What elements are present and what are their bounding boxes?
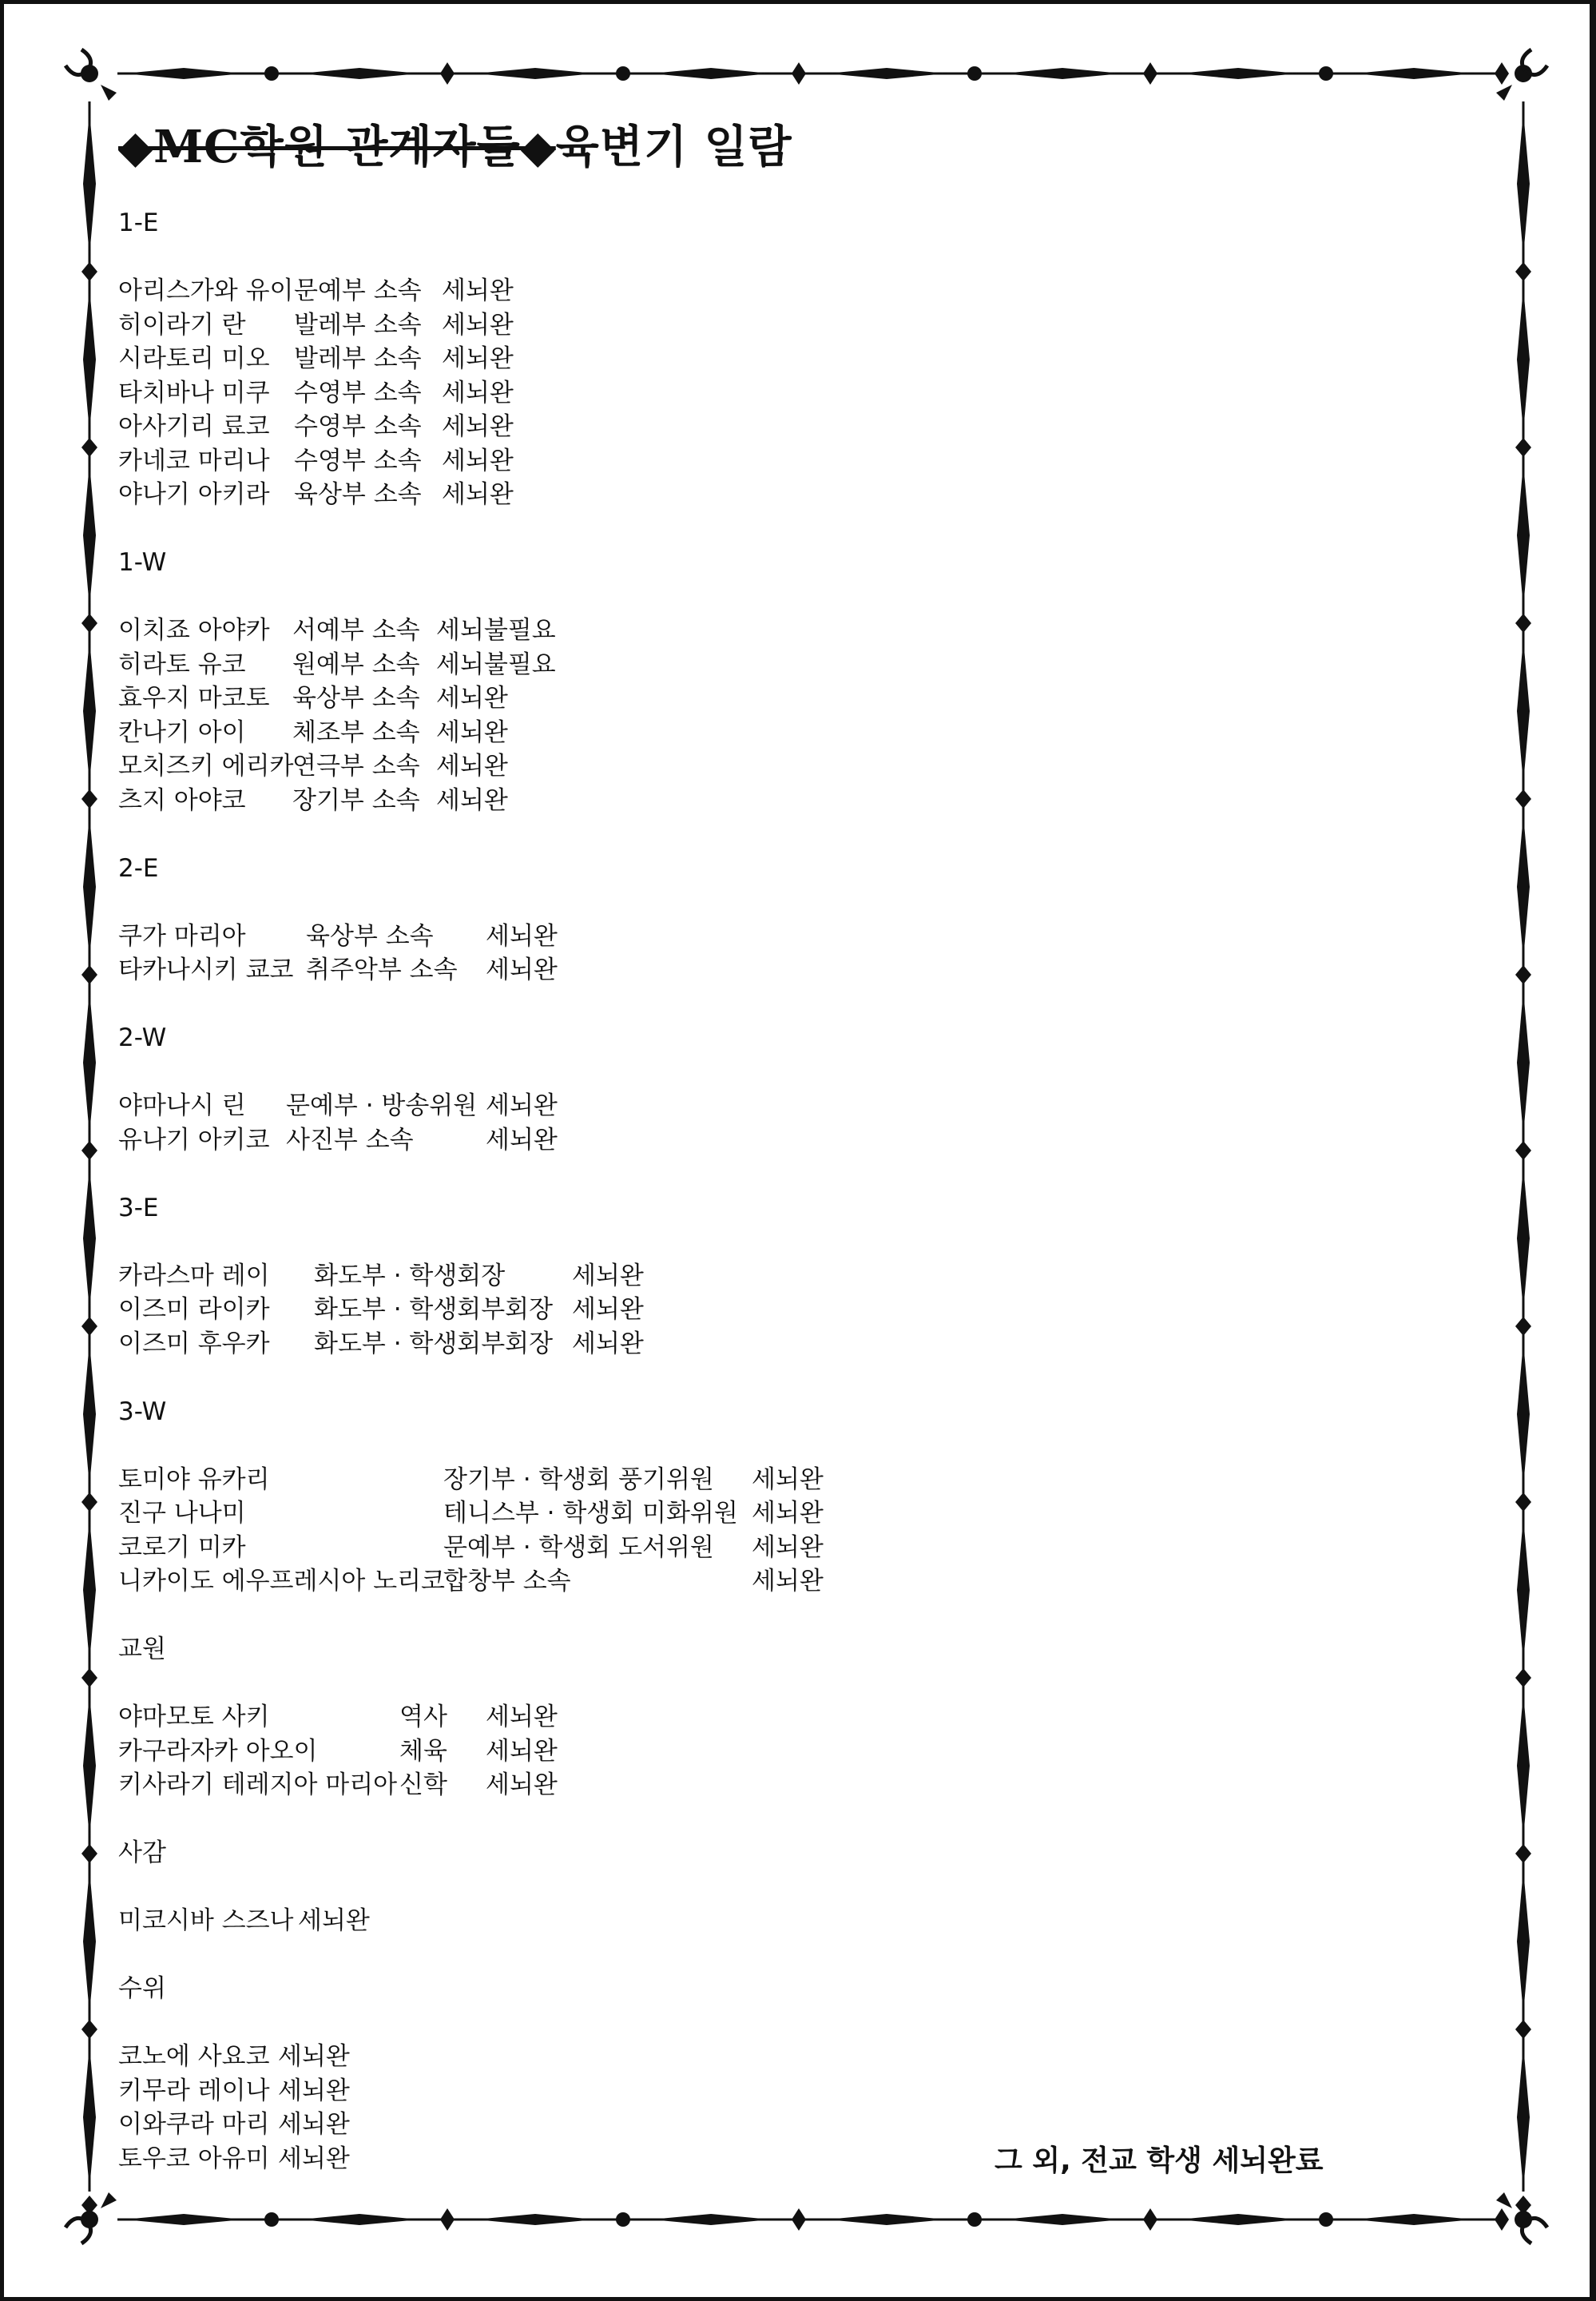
member-name: 진구 나나미 <box>118 1499 246 1528</box>
roster-row <box>118 1904 370 1938</box>
status: 세뇌완 <box>436 785 508 815</box>
roster-row <box>118 308 514 343</box>
roster-row <box>118 648 556 682</box>
frame-diamond <box>81 1844 97 1863</box>
status: 세뇌완 <box>278 2076 350 2105</box>
spacer <box>118 1667 166 1701</box>
status: 세뇌완 <box>572 1329 644 1358</box>
spacer <box>118 1429 166 1463</box>
spacer <box>118 580 166 614</box>
title-school-part: ◆MC학원 관계자들◆ <box>118 121 556 173</box>
corner-ornament <box>101 85 117 101</box>
frame-diamond <box>440 62 455 85</box>
roster-row <box>118 749 508 784</box>
roster-row <box>118 2040 350 2074</box>
frame-spindle <box>1517 2045 1530 2189</box>
club-affiliation: 서예부 소속 <box>292 616 420 645</box>
frame-spindle <box>475 68 595 79</box>
club-affiliation: 화도부 · 학생회부회장 <box>314 1329 554 1358</box>
status: 세뇌불필요 <box>436 650 556 679</box>
section-heading: 1-W <box>118 548 167 577</box>
status: 세뇌완 <box>442 310 514 340</box>
status: 세뇌완 <box>278 2042 350 2071</box>
roster-row <box>118 1496 824 1531</box>
roster-row <box>118 1327 644 1361</box>
frame-bead <box>616 66 630 81</box>
frame-spindle <box>1517 639 1530 783</box>
frame-diamond <box>81 1492 97 1512</box>
frame-diamond <box>81 438 97 457</box>
status: 세뇌완 <box>486 921 558 951</box>
spacer <box>118 512 166 546</box>
frame-bead <box>616 2212 630 2227</box>
frame-spindle <box>651 68 771 79</box>
frame-spindle <box>1517 463 1530 607</box>
frame-diamond <box>1515 438 1531 457</box>
club-affiliation: 합창부 소속 <box>443 1567 571 1596</box>
frame-spindle <box>83 288 96 431</box>
frame-spindle <box>1517 815 1530 959</box>
member-name: 이치죠 아야카 <box>118 616 270 645</box>
frame-diamond <box>81 789 97 809</box>
member-name: 이와쿠라 마리 <box>118 2110 270 2139</box>
status: 세뇌완 <box>436 717 508 747</box>
section-heading: 사감 <box>118 1838 166 1867</box>
roster-row <box>118 1700 558 1735</box>
spacer <box>118 817 166 852</box>
member-name: 토우코 아유미 <box>118 2144 270 2173</box>
status: 세뇌완 <box>752 1567 824 1596</box>
club-affiliation: 육상부 소속 <box>306 921 434 951</box>
status: 세뇌완 <box>442 378 514 407</box>
member-name: 코로기 미카 <box>118 1532 246 1562</box>
roster-row <box>118 716 508 750</box>
spacer <box>118 1802 166 1837</box>
frame-diamond <box>1495 2208 1509 2231</box>
frame-spindle <box>1178 68 1298 79</box>
section-heading: 3-W <box>118 1397 167 1426</box>
spacer <box>118 1225 166 1259</box>
frame-bead <box>264 66 279 81</box>
roster-row <box>118 2142 350 2176</box>
status: 세뇌완 <box>436 684 508 713</box>
status: 세뇌완 <box>486 1125 558 1154</box>
frame-bead <box>1319 66 1333 81</box>
frame-spindle <box>83 1166 96 1310</box>
frame-diamond <box>1143 62 1157 85</box>
frame-spindle <box>83 815 96 959</box>
member-name: 타치바나 미쿠 <box>118 378 270 407</box>
spacer <box>118 1938 166 1973</box>
spacer <box>118 240 166 275</box>
section-heading: 2-W <box>118 1023 167 1052</box>
frame-diamond <box>1515 1668 1531 1687</box>
frame-spindle <box>1517 112 1530 256</box>
roster-row <box>118 1531 824 1565</box>
frame-diamond <box>440 2208 455 2231</box>
frame-diamond <box>792 62 806 85</box>
status: 세뇌완 <box>572 1261 644 1290</box>
roster-row <box>118 376 514 411</box>
status: 세뇌완 <box>572 1295 644 1324</box>
frame-spindle <box>1002 2214 1122 2225</box>
roster-list <box>118 206 824 2176</box>
club-affiliation: 수영부 소속 <box>294 378 422 407</box>
frame-spindle <box>83 1694 96 1838</box>
frame-spindle <box>124 2214 244 2225</box>
frame-spindle <box>651 2214 771 2225</box>
roster-row <box>118 614 556 648</box>
spacer <box>118 1157 166 1191</box>
frame-spindle <box>83 991 96 1135</box>
frame-diamond <box>81 1317 97 1336</box>
member-name: 카네코 마리나 <box>118 446 270 475</box>
frame-diamond <box>1515 1317 1531 1336</box>
section-heading: 교원 <box>118 1635 166 1663</box>
roster-row <box>118 682 508 716</box>
roster-row <box>118 410 514 444</box>
spacer <box>118 2006 166 2041</box>
club-affiliation: 장기부 소속 <box>292 785 420 815</box>
frame-bead <box>264 2212 279 2227</box>
section-heading: 1-E <box>118 209 159 237</box>
member-name: 히이라기 란 <box>118 310 246 340</box>
member-name: 키무라 레이나 <box>118 2076 270 2105</box>
spacer <box>118 1599 166 1633</box>
status: 세뇌완 <box>442 446 514 475</box>
status: 세뇌완 <box>278 2144 350 2173</box>
member-name: 모치즈키 에리카 <box>118 752 294 781</box>
club-affiliation: 장기부 · 학생회 풍기위원 <box>443 1464 714 1494</box>
frame-diamond <box>81 1141 97 1160</box>
member-name: 유나기 아키코 <box>118 1125 270 1154</box>
member-name: 야나기 아키라 <box>118 480 270 509</box>
frame-spindle <box>827 2214 947 2225</box>
frame-spindle <box>1517 1694 1530 1838</box>
corner-ornament <box>1496 2192 1512 2208</box>
frame-diamond <box>1515 614 1531 633</box>
status: 세뇌완 <box>486 956 558 984</box>
member-name: 토미야 유카리 <box>118 1464 270 1494</box>
club-affiliation: 테니스부 · 학생회 미화위원 <box>443 1499 738 1528</box>
frame-diamond <box>1515 789 1531 809</box>
section-heading: 수위 <box>118 1974 166 2003</box>
club-affiliation: 취주악부 소속 <box>306 956 458 984</box>
member-name: 히라토 유코 <box>118 650 246 679</box>
club-affiliation: 수영부 소속 <box>294 412 422 441</box>
frame-spindle <box>83 1342 96 1486</box>
frame-spindle <box>83 1518 96 1662</box>
frame-diamond <box>1515 2020 1531 2039</box>
member-name: 효우지 마코토 <box>118 684 270 713</box>
frame-spindle <box>83 639 96 783</box>
roster-row <box>118 342 514 376</box>
club-affiliation: 체육 <box>399 1736 447 1766</box>
roster-row <box>118 2108 350 2142</box>
frame-diamond <box>1495 62 1509 85</box>
frame-spindle <box>124 68 244 79</box>
club-affiliation: 발레부 소속 <box>294 310 422 340</box>
roster-row <box>118 1089 558 1123</box>
member-name: 이즈미 라이카 <box>118 1295 270 1324</box>
spacer <box>118 1361 166 1395</box>
member-name: 카라스마 레이 <box>118 1261 270 1290</box>
status: 세뇌완 <box>486 1770 558 1799</box>
frame-spindle <box>83 1870 96 2013</box>
frame-spindle <box>1354 2214 1474 2225</box>
club-affiliation: 화도부 · 학생회장 <box>314 1261 506 1290</box>
frame-spindle <box>83 2045 96 2189</box>
section-heading: 2-E <box>118 853 159 883</box>
frame-spindle <box>1354 68 1474 79</box>
status: 세뇌불필요 <box>436 616 556 645</box>
status: 세뇌완 <box>298 1906 370 1935</box>
member-name: 미코시바 스즈나 <box>118 1906 294 1935</box>
roster-row <box>118 1293 644 1327</box>
frame-spindle <box>1178 2214 1298 2225</box>
frame-spindle <box>1517 1518 1530 1662</box>
frame-diamond <box>81 614 97 633</box>
club-affiliation: 문예부 · 학생회 도서위원 <box>443 1532 714 1562</box>
member-name: 야마모토 사키 <box>118 1703 270 1731</box>
roster-row <box>118 1123 558 1158</box>
frame-diamond <box>81 965 97 984</box>
status: 세뇌완 <box>486 1091 558 1120</box>
status: 세뇌완 <box>752 1464 824 1494</box>
frame-spindle <box>1002 68 1122 79</box>
corner-ornament <box>101 2192 117 2208</box>
frame-spindle <box>83 463 96 607</box>
status: 세뇌완 <box>486 1703 558 1731</box>
roster-row <box>118 444 514 479</box>
frame-diamond <box>1515 1844 1531 1863</box>
status: 세뇌완 <box>752 1499 824 1528</box>
footer-note: 그 외, 전교 학생 세뇌완료 <box>995 2144 1324 2177</box>
roster-row <box>118 784 508 818</box>
corner-ornament <box>1496 85 1512 101</box>
frame-diamond <box>1143 2208 1157 2231</box>
frame-spindle <box>475 2214 595 2225</box>
roster-row <box>118 1735 558 1769</box>
member-name: 타카나시키 쿄코 <box>118 956 294 984</box>
frame-diamond <box>1515 262 1531 281</box>
title-list-part: 육변기 일람 <box>555 121 792 173</box>
member-name: 이즈미 후우카 <box>118 1329 270 1358</box>
member-name: 아리스가와 유이 <box>118 276 294 305</box>
frame-diamond <box>1515 1492 1531 1512</box>
club-affiliation: 체조부 소속 <box>292 717 420 747</box>
roster-row <box>118 1564 824 1599</box>
spacer <box>118 885 166 920</box>
roster-row <box>118 1463 824 1497</box>
roster-row <box>118 920 558 954</box>
roster-row <box>118 953 558 988</box>
frame-spindle <box>300 2214 419 2225</box>
club-affiliation: 발레부 소속 <box>294 344 422 373</box>
member-name: 칸나기 아이 <box>118 717 246 747</box>
frame-spindle <box>300 68 419 79</box>
frame-diamond <box>81 262 97 281</box>
club-affiliation: 사진부 소속 <box>286 1125 414 1154</box>
frame-spindle <box>1517 1342 1530 1486</box>
member-name: 아사기리 료코 <box>118 412 270 441</box>
status: 세뇌완 <box>442 344 514 373</box>
status: 세뇌완 <box>442 276 514 305</box>
status: 세뇌완 <box>442 480 514 509</box>
frame-spindle <box>827 68 947 79</box>
frame-spindle <box>1517 1870 1530 2013</box>
status: 세뇌완 <box>442 412 514 441</box>
frame-spindle <box>83 112 96 256</box>
member-name: 카구라자카 아오이 <box>118 1736 318 1766</box>
roster-row <box>118 1259 644 1294</box>
member-name: 야마나시 린 <box>118 1091 246 1120</box>
club-affiliation: 화도부 · 학생회부회장 <box>314 1295 554 1324</box>
member-name: 시라토리 미오 <box>118 344 270 373</box>
frame-diamond <box>1515 1141 1531 1160</box>
club-affiliation: 역사 <box>399 1703 447 1731</box>
frame-bead <box>967 66 982 81</box>
club-affiliation: 육상부 소속 <box>294 480 422 509</box>
spacer <box>118 988 166 1022</box>
member-name: 코노에 사요코 <box>118 2042 270 2071</box>
frame-bead <box>967 2212 982 2227</box>
page-title <box>118 112 792 176</box>
frame-spindle <box>1517 288 1530 431</box>
section-heading: 3-E <box>118 1193 159 1222</box>
frame-diamond <box>81 2020 97 2039</box>
frame-diamond <box>1515 965 1531 984</box>
club-affiliation: 문예부 소속 <box>294 276 422 305</box>
club-affiliation: 수영부 소속 <box>294 446 422 475</box>
club-affiliation: 육상부 소속 <box>292 684 420 713</box>
member-name: 니카이도 에우프레시아 노리코 <box>118 1567 446 1596</box>
frame-spindle <box>1517 1166 1530 1310</box>
spacer <box>118 1055 166 1090</box>
frame-bead <box>1319 2212 1333 2227</box>
status: 세뇌완 <box>436 752 508 781</box>
frame-spindle <box>1517 991 1530 1135</box>
roster-row <box>118 2074 350 2108</box>
member-name: 쿠가 마리아 <box>118 921 246 951</box>
frame-diamond <box>81 1668 97 1687</box>
club-affiliation: 연극부 소속 <box>292 752 420 781</box>
club-affiliation: 문예부 · 방송위원 <box>286 1091 478 1120</box>
spacer <box>118 1870 166 1905</box>
member-name: 츠지 아야코 <box>118 785 246 815</box>
member-name: 키사라기 테레지아 마리아 <box>118 1770 398 1799</box>
roster-row <box>118 1768 558 1802</box>
roster-row <box>118 274 514 308</box>
frame-diamond <box>792 2208 806 2231</box>
status: 세뇌완 <box>278 2110 350 2139</box>
status: 세뇌완 <box>752 1532 824 1562</box>
club-affiliation: 원예부 소속 <box>292 650 420 679</box>
roster-row <box>118 478 514 512</box>
status: 세뇌완 <box>486 1736 558 1766</box>
club-affiliation: 신학 <box>399 1770 447 1799</box>
